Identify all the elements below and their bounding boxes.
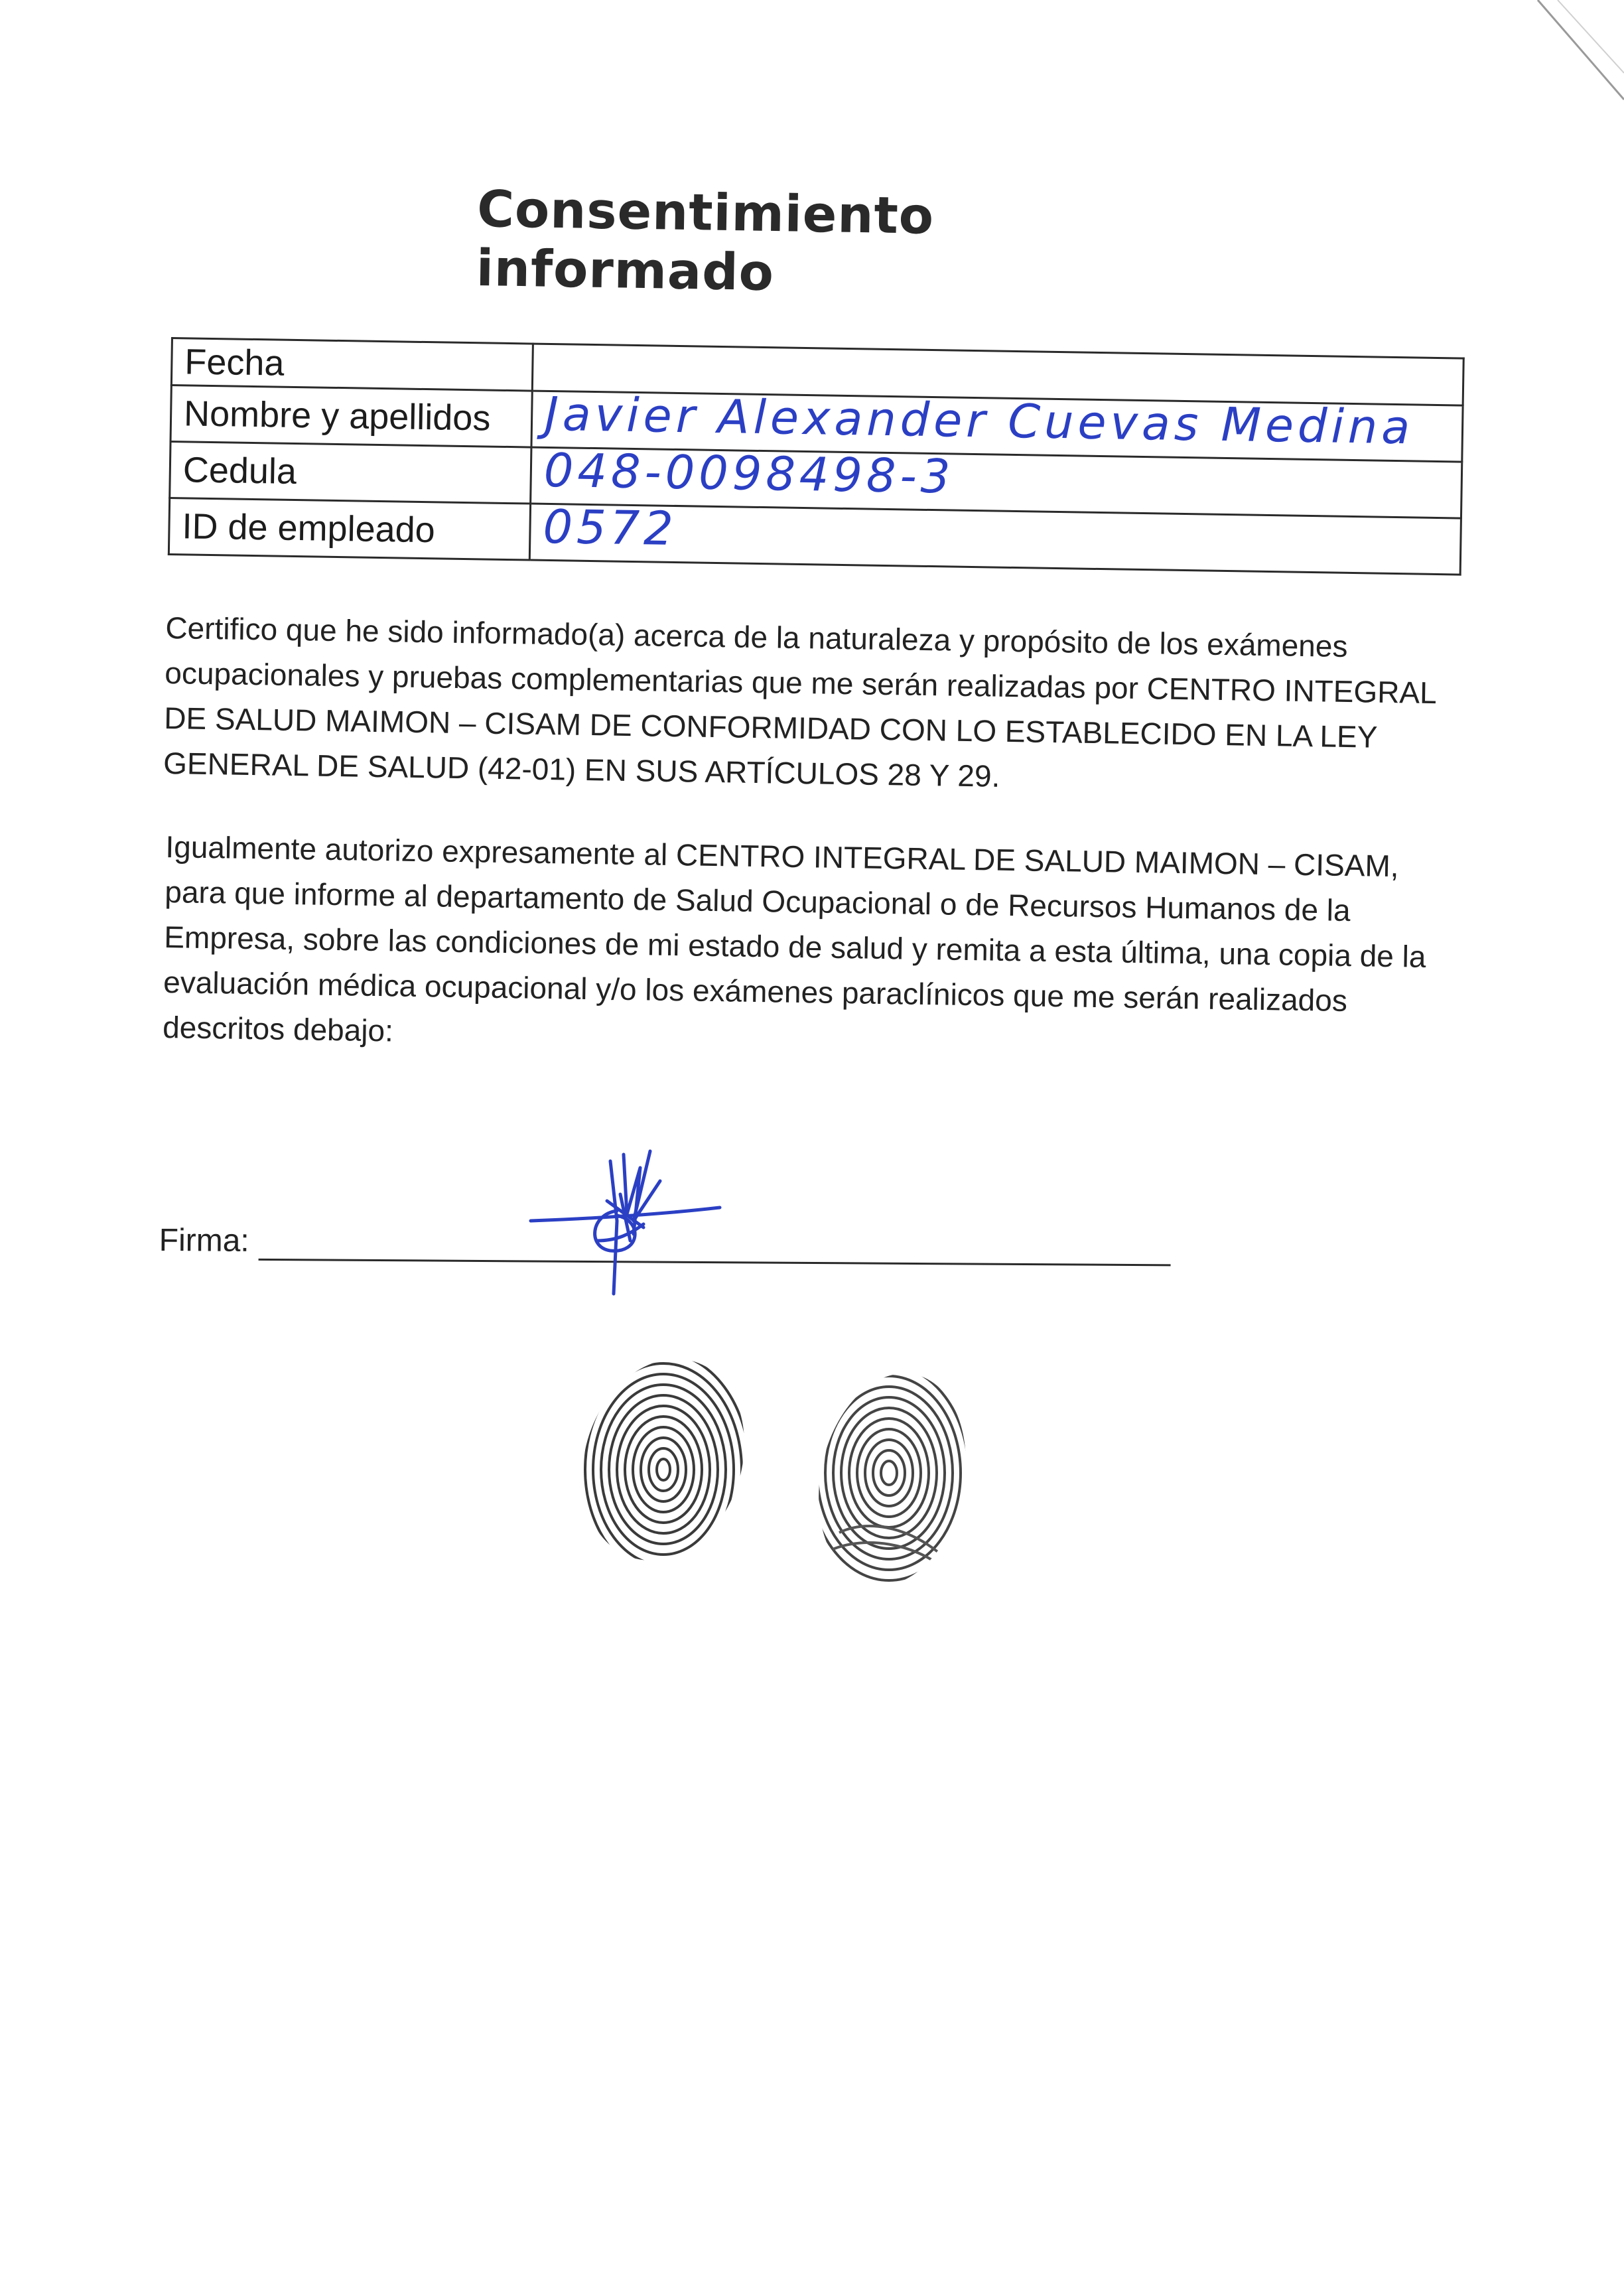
page-corner-fold (1531, 0, 1624, 119)
authorization-paragraph: Igualmente autorizo expresamente al CENTRO INTEGRAL DE SALUD MAIMON – CISAM, para que informe al departamento de Salud Ocupacional o de Recursos Humanos de la Empresa, sobre las condiciones de mi estado de salud y remita a esta última, una copia de la evaluación médica ocupacional y/o los exámenes paraclínicos que me serán realizados descritos debajo: (162, 829, 1426, 1048)
id-empleado-value-text: 0572 (542, 499, 678, 557)
id-empleado-label: ID de empleado (169, 498, 530, 560)
signature-label: Firma: (159, 1222, 249, 1259)
cedula-value-text: 048-0098498-3 (543, 443, 955, 504)
nombre-value-text: Javier Alexander Cuevas Medina (544, 386, 1414, 455)
fingerprint-left (577, 1354, 750, 1566)
certification-paragraph: Certifico que he sido informado(a) acerca de la naturaleza y propósito de los exámenes ocupacionales y pruebas complementarias que me serán realizadas por CENTRO INTEGRAL DE SALUD MAIMON – CISAM DE CONFORMIDAD CON LO ESTABLECIDO EN LA LEY GENERAL DE SALUD (42-01) EN SUS ARTÍCULOS 28 Y 29. (163, 610, 1436, 794)
fecha-label: Fecha (171, 338, 533, 391)
document-title: Consentimiento informado (476, 179, 935, 303)
cedula-label: Cedula (170, 442, 531, 504)
handwritten-signature (517, 1141, 736, 1314)
fingerprint-right (813, 1367, 972, 1592)
info-table (168, 337, 1465, 576)
nombre-label: Nombre y apellidos (170, 385, 532, 448)
